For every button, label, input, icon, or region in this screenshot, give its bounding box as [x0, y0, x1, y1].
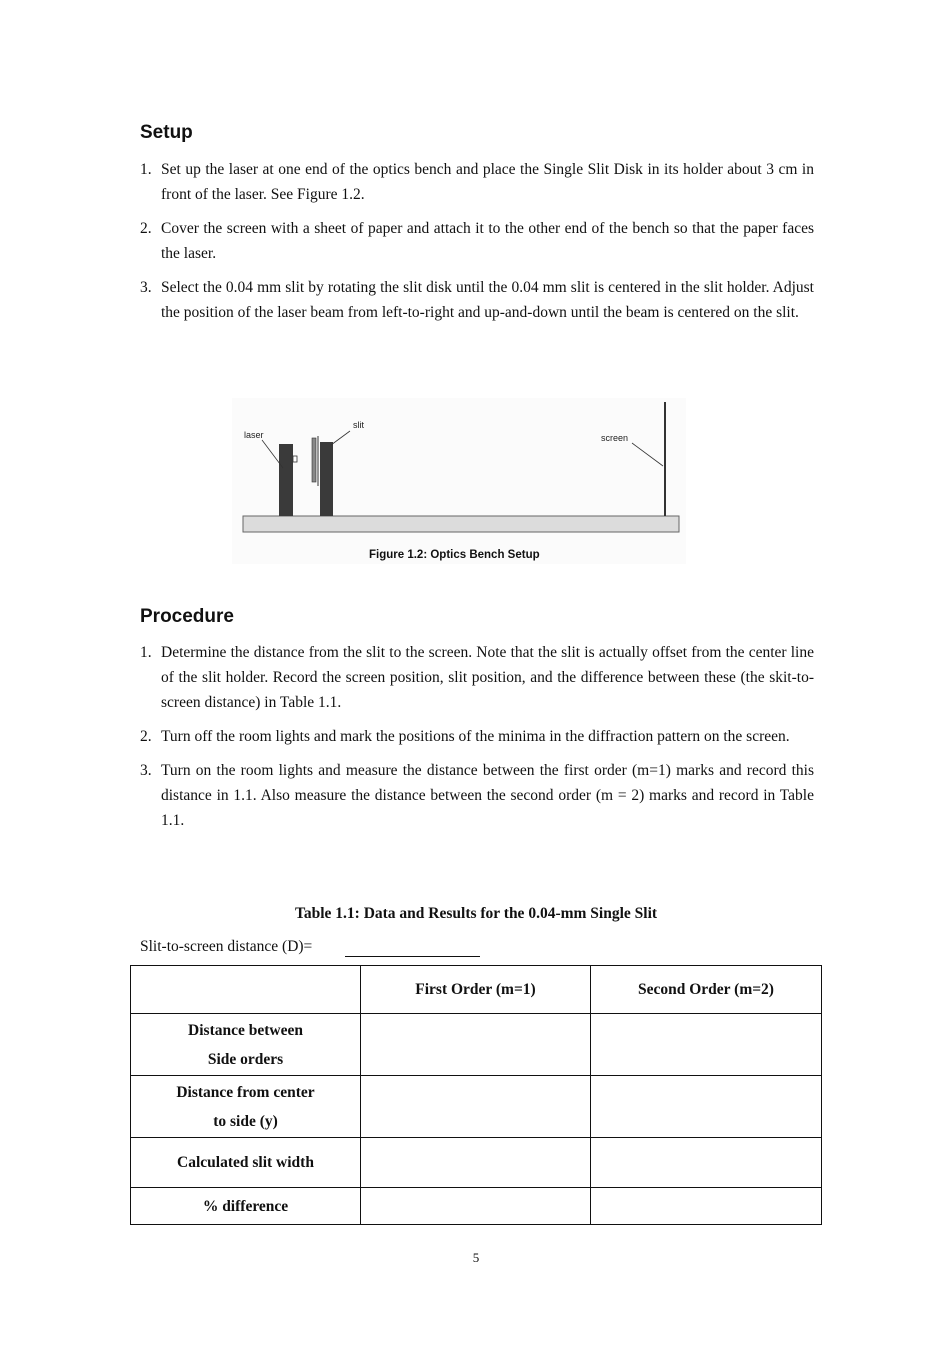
row-label-line: Calculated slit width [177, 1154, 314, 1171]
row-label-line: Side orders [207, 1050, 284, 1068]
step-text: Select the 0.04 mm slit by rotating the slit disk until the 0.04 mm slit is centered in the slit holder. Adjust the position of the laser beam from left-to-right and up-and-down until the beam is centered on the slit. [161, 279, 814, 321]
header-second-order: Second Order (m=2) [591, 966, 822, 1014]
table-row [131, 1188, 822, 1225]
figure-background [232, 398, 686, 564]
page-number: 5 [472, 1250, 480, 1265]
row-label-line: Distance between [188, 1021, 303, 1039]
step-number: 2. [140, 728, 152, 745]
second-order-cell[interactable] [591, 1076, 822, 1138]
step-number: 1. [140, 644, 152, 661]
row-label [131, 1014, 361, 1076]
header-cell-empty [131, 966, 361, 1014]
figure-caption: Figure 1.2: Optics Bench Setup [369, 549, 540, 561]
step-text: Determine the distance from the slit to the screen. Note that the slit is actually offset from the center line of the slit holder. Record the screen position, slit position, and the difference between these (the skit-to-screen distance) in Table 1.1. [161, 644, 814, 711]
step-text: Set up the laser at one end of the optics bench and place the Single Slit Disk in its holder about 3 cm in front of the laser. See Figure 1.2. [161, 161, 814, 203]
row-label-line: % difference [202, 1197, 289, 1215]
table-caption: Table 1.1: Data and Results for the 0.04-mm Single Slit [294, 905, 658, 922]
results-table [130, 965, 822, 1225]
procedure-heading: Procedure [140, 606, 234, 627]
first-order-cell[interactable] [361, 1014, 591, 1076]
row-label [131, 1188, 361, 1225]
step-number: 3. [140, 279, 152, 296]
row-label [131, 1138, 361, 1188]
step-number: 2. [140, 220, 152, 237]
slit-disk [312, 438, 316, 482]
procedure-step-2 [140, 724, 814, 749]
row-label-line: to side (y) [213, 1112, 278, 1130]
laser-body [279, 444, 293, 516]
table-row [131, 1076, 822, 1138]
step-number: 3. [140, 762, 152, 779]
setup-step-2 [140, 216, 814, 266]
first-order-cell[interactable] [361, 1188, 591, 1225]
laser-label: laser [244, 430, 264, 440]
optics-bench [243, 516, 679, 532]
screen-label: screen [601, 433, 629, 443]
procedure-list [140, 640, 814, 842]
second-order-cell[interactable] [591, 1014, 822, 1076]
distance-blank-line [345, 956, 480, 957]
first-order-cell[interactable] [361, 1076, 591, 1138]
step-text: Cover the screen with a sheet of paper and attach it to the other end of the bench so that the paper faces the laser. [161, 220, 814, 262]
table-row [131, 1014, 822, 1076]
slit-label: slit [353, 420, 364, 430]
setup-step-3 [140, 275, 814, 325]
step-number: 1. [140, 161, 152, 178]
optics-bench-figure [232, 398, 686, 564]
header-first-order: First Order (m=1) [361, 966, 591, 1014]
second-order-cell[interactable] [591, 1188, 822, 1225]
slit-holder [320, 442, 333, 516]
table-row [131, 1138, 822, 1188]
procedure-step-1 [140, 640, 814, 715]
step-text: Turn on the room lights and measure the distance between the first order (m=1) marks and record this distance in 1.1. Also measure the distance between the second order (m = 2) marks and record in Table 1.1. [161, 762, 814, 829]
distance-label: Slit-to-screen distance (D)= [140, 938, 313, 955]
first-order-cell[interactable] [361, 1138, 591, 1188]
setup-list [140, 157, 814, 334]
procedure-step-3 [140, 758, 814, 833]
row-label-line: Distance from center [176, 1083, 315, 1101]
laser-aperture [293, 456, 297, 462]
table-header-row [131, 966, 822, 1014]
setup-step-1 [140, 157, 814, 207]
setup-heading: Setup [140, 122, 193, 143]
second-order-cell[interactable] [591, 1138, 822, 1188]
row-label [131, 1076, 361, 1138]
step-text: Turn off the room lights and mark the positions of the minima in the diffraction pattern on the screen. [161, 728, 790, 745]
